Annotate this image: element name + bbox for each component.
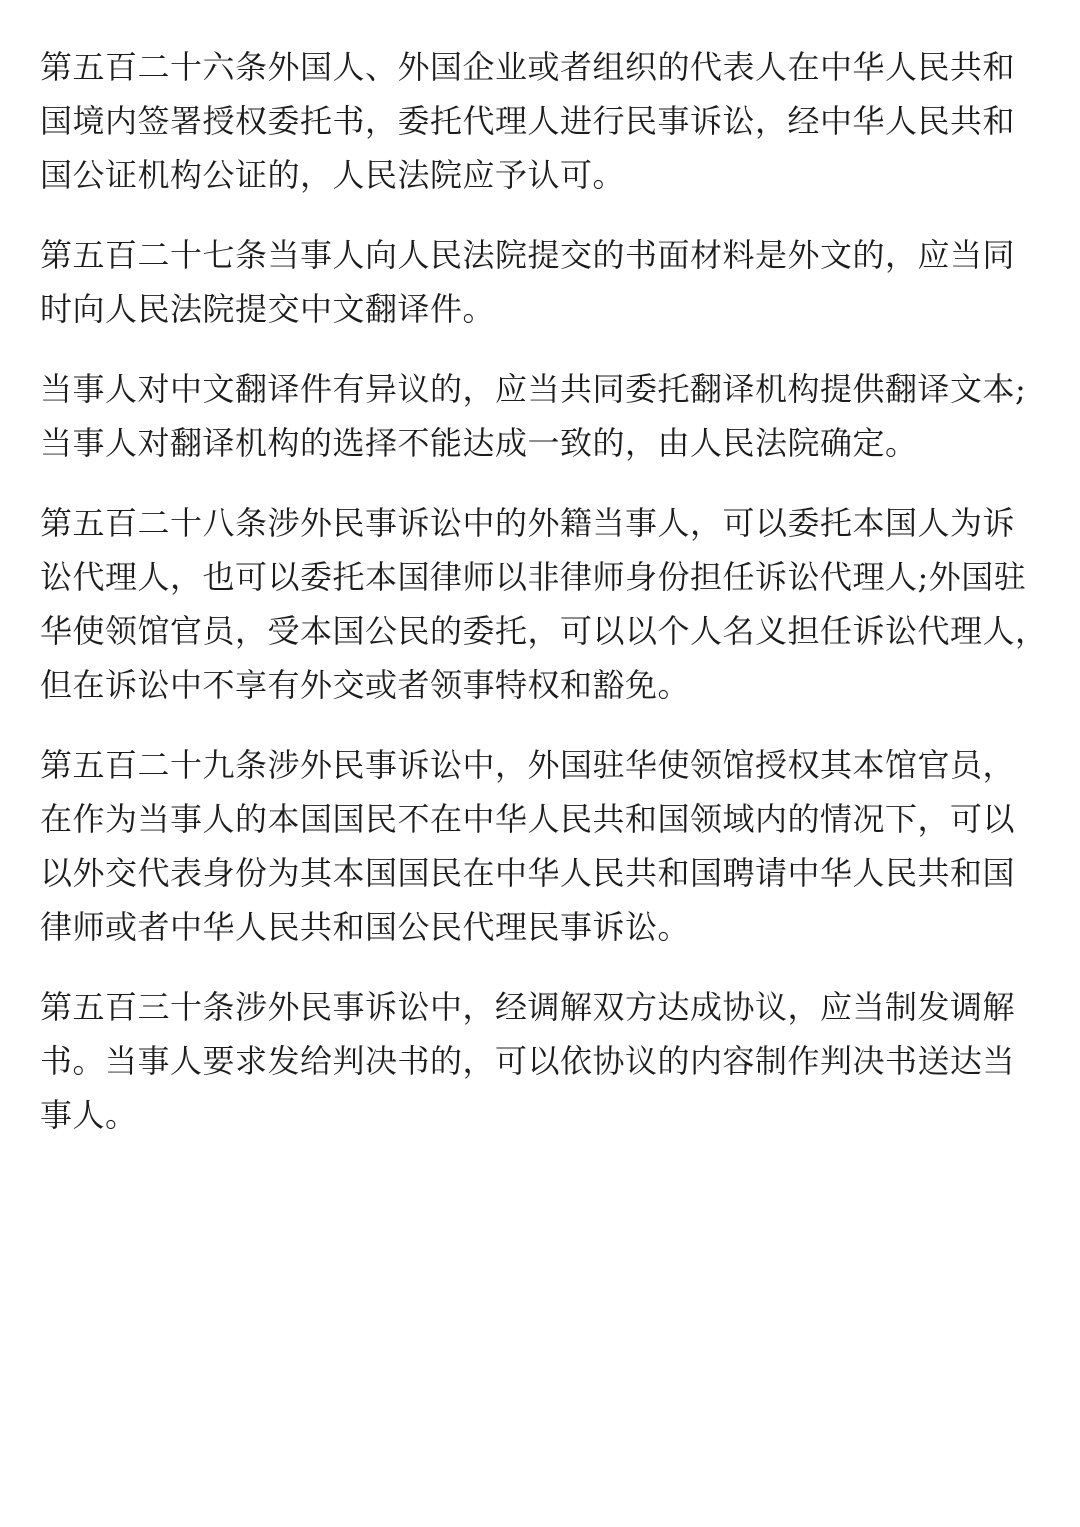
text-line: 当事人对翻译机构的选择不能达成一致的，由人民法院确定。	[40, 424, 918, 462]
text-line: 国境内签署授权委托书，委托代理人进行民事诉讼，经中华人民共和	[40, 102, 1016, 140]
text-line: 以外交代表身份为其本国国民在中华人民共和国聘请中华人民共和国	[40, 854, 1016, 892]
article-528-paragraph	[40, 496, 1065, 712]
text-line: 第五百三十条涉外民事诉讼中，经调解双方达成协议，应当制发调解	[40, 988, 1016, 1026]
text-line: 第五百二十九条涉外民事诉讼中，外国驻华使领馆授权其本馆官员，	[40, 746, 1016, 784]
text-line: 华使领馆官员，受本国公民的委托，可以以个人名义担任诉讼代理人，	[40, 612, 1048, 650]
text-line: 第五百二十六条外国人、外国企业或者组织的代表人在中华人民共和	[40, 48, 1016, 86]
text-line: 事人。	[40, 1096, 138, 1134]
document-body	[40, 40, 1065, 1168]
text-line: 时向人民法院提交中文翻译件。	[40, 290, 496, 328]
text-line: 律师或者中华人民共和国公民代理民事诉讼。	[40, 908, 691, 946]
text-line: 讼代理人，也可以委托本国律师以非律师身份担任诉讼代理人;外国驻	[40, 558, 1027, 596]
text-line: 国公证机构公证的，人民法院应予认可。	[40, 156, 626, 194]
text-line: 书。当事人要求发给判决书的，可以依协议的内容制作判决书送达当	[40, 1042, 1016, 1080]
article-526-paragraph	[40, 40, 1065, 202]
text-line: 在作为当事人的本国国民不在中华人民共和国领域内的情况下，可以	[40, 800, 1016, 838]
article-530-paragraph	[40, 980, 1065, 1142]
article-529-paragraph	[40, 738, 1065, 954]
text-line: 第五百二十七条当事人向人民法院提交的书面材料是外文的，应当同	[40, 236, 1016, 274]
article-527-sub-paragraph	[40, 362, 1065, 470]
text-line: 第五百二十八条涉外民事诉讼中的外籍当事人，可以委托本国人为诉	[40, 504, 1016, 542]
text-line: 但在诉讼中不享有外交或者领事特权和豁免。	[40, 666, 691, 704]
text-line: 当事人对中文翻译件有异议的，应当共同委托翻译机构提供翻译文本;	[40, 370, 1027, 408]
article-527-paragraph	[40, 228, 1065, 336]
